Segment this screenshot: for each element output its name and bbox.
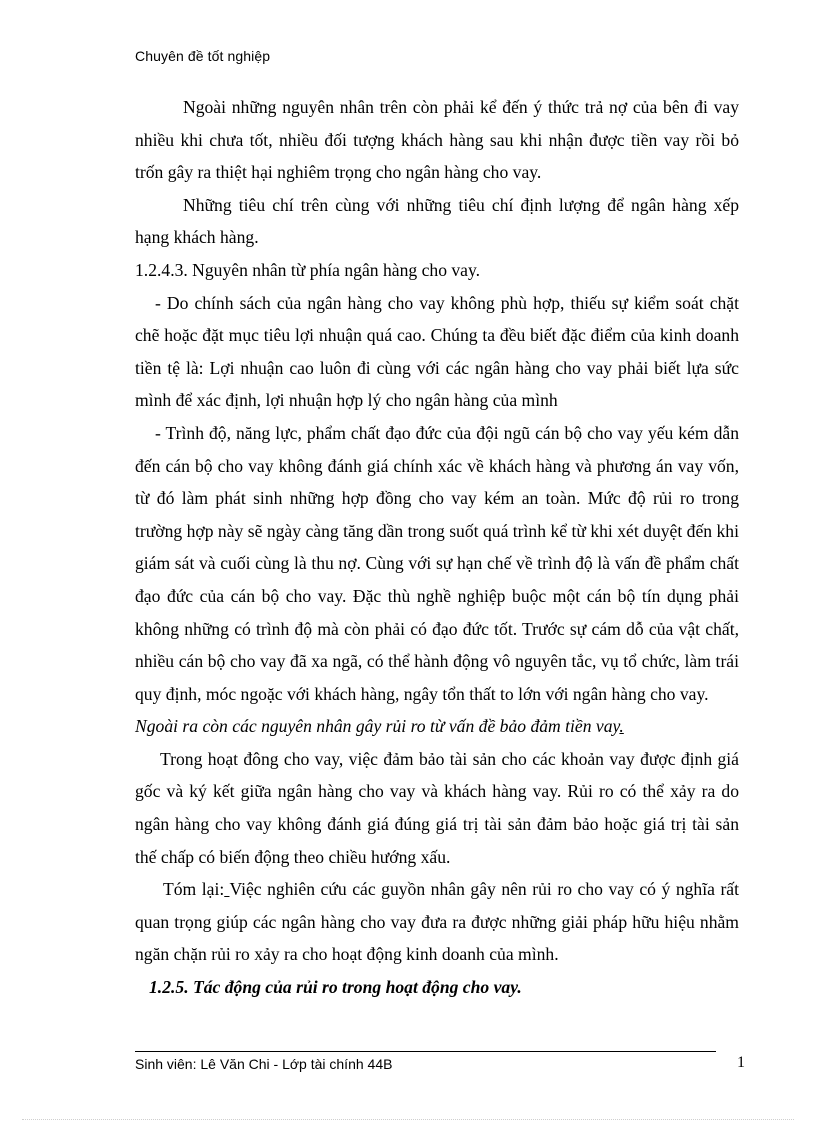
paragraph: Trong hoạt đông cho vay, việc đảm bảo tài sản cho các khoản vay được định giá gốc và ký kết giữa ngân hàng cho vay và khách hàng vay. Rủi ro có thể xảy ra do ngân hàng cho vay không đánh giá đúng giá trị tài sản đảm bảo hoặc giá trị tài sản thế chấp có biến động theo chiều hướng xấu. bbox=[135, 748, 739, 867]
bullet-paragraph: - Do chính sách của ngân hàng cho vay không phù hợp, thiếu sự kiểm soát chặt chẽ hoặc đặt mục tiêu lợi nhuận quá cao. Chúng ta đều biết đặc điểm của kinh doanh tiền tệ là: Lợi nhuận cao luôn đi cùng với các ngân hàng cho vay phải biết lựa sức mình để xác định, lợi nhuận hợp lý cho ngân hàng của mình bbox=[135, 292, 739, 411]
bullet-paragraph: - Trình độ, năng lực, phẩm chất đạo đức của đội ngũ cán bộ cho vay yếu kém dẫn đến cán bộ cho vay không đánh giá chính xác về khách hàng và phương án vay vốn, từ đó làm phát sinh những hợp đồng cho vay kém an toàn. Mức độ rủi ro trong trường hợp này sẽ ngày càng tăng dần trong suốt quá trình kể từ khi xét duyệt đến khi giám sát và cuối cùng là thu nợ. Cùng với sự hạn chế về trình độ là vấn đề phẩm chất đạo đức của cán bộ cho vay. Đặc thù nghề nghiệp buộc một cán bộ tín dụng phải không những có trình độ mà còn phải có đạo đức tốt. Trước sự cám dỗ của vật chất, nhiều cán bộ cho vay đã xa ngã, có thể hành động vô nguyên tắc, vụ tổ chức, làm trái quy định, móc ngoặc với khách hàng, ngây tổn thất to lớn với ngân hàng cho vay. bbox=[135, 422, 739, 704]
paragraph: Những tiêu chí trên cùng với những tiêu chí định lượng để ngân hàng xếp hạng khách hàng. bbox=[135, 194, 739, 248]
footer-divider bbox=[135, 1051, 716, 1052]
page-number: 1 bbox=[737, 1054, 745, 1071]
subsection-heading: 1.2.5. Tác động của rủi ro trong hoạt động cho vay. bbox=[149, 977, 522, 998]
document-body bbox=[135, 91, 739, 1004]
summary-lead: Tóm lại: bbox=[163, 879, 225, 900]
summary-text: Việc nghiên cứu các guyồn nhân gây nên rủi ro cho vay có ý nghĩa rất quan trọng giúp các ngân hàng cho vay đưa ra được những giải pháp hữu hiệu nhằm ngăn chặn rủi ro xảy ra cho hoạt động kinh doanh của mình. bbox=[135, 879, 739, 965]
italic-note-text: Ngoài ra còn các nguyên nhân gây rủi ro từ vấn đề bảo đảm tiền vay bbox=[135, 716, 620, 737]
page-header: Chuyên đề tốt nghiệp bbox=[135, 48, 271, 64]
italic-note bbox=[135, 710, 739, 743]
footer-student-info: Sinh viên: Lê Văn Chi - Lớp tài chính 44B bbox=[135, 1056, 393, 1072]
paragraph: Ngoài những nguyên nhân trên còn phải kể đến ý thức trả nợ của bên đi vay nhiều khi chưa tốt, nhiều đối tượng khách hàng sau khi nhận được tiền vay rồi bỏ trốn gây ra thiệt hại nghiêm trọng cho ngân hàng cho vay. bbox=[135, 97, 739, 183]
section-heading: 1.2.4.3. Nguyên nhân từ phía ngân hàng cho vay. bbox=[135, 259, 481, 280]
italic-note-dot: . bbox=[619, 716, 624, 737]
summary-paragraph bbox=[135, 873, 739, 971]
page-edge-divider bbox=[22, 1119, 794, 1120]
